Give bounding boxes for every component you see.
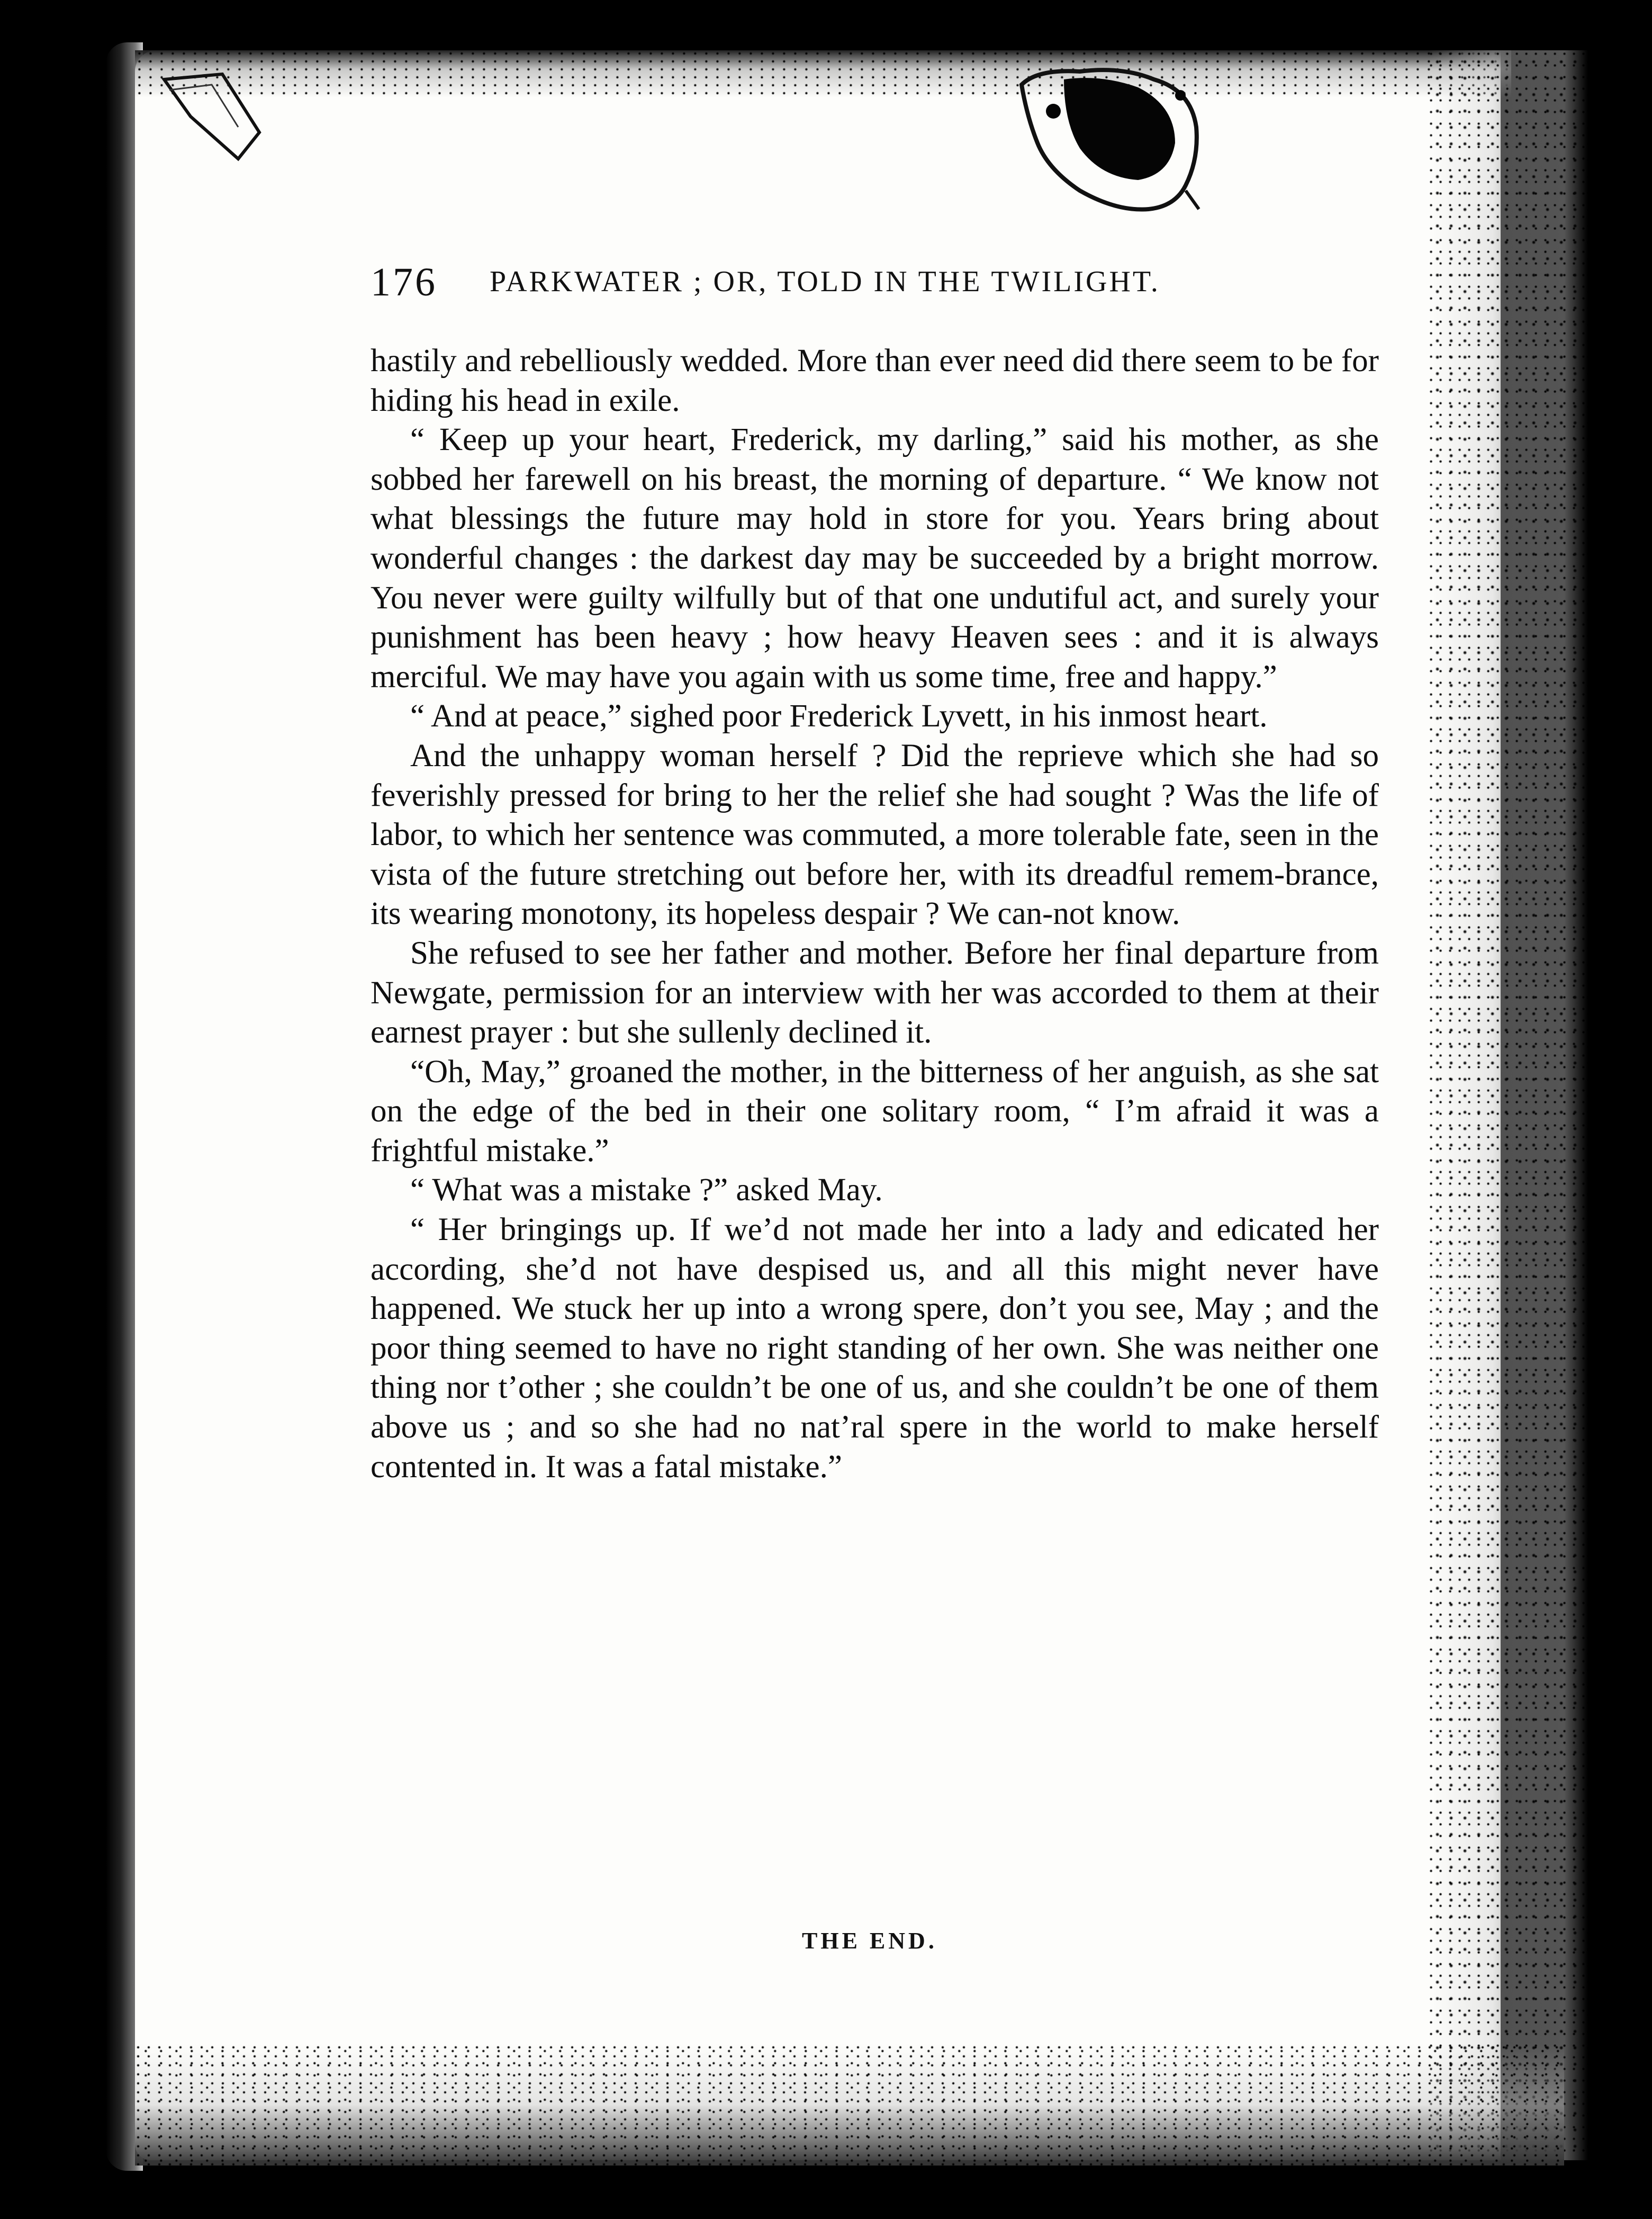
page-right-edge-noise — [1429, 50, 1588, 2160]
paragraph: “ Her bringings up. If we’d not made her into a lady and edicated her according, she’d not have despised us, and all this might never have happened. We stuck her up into a wrong spere, don’t you see, May ; and the poor thing seemed to have no right standing of her own. She was neither one thing nor t’other ; she couldn’t be one of us, and she couldn’t be one of them above us ; and so she had no nat’ral spere in the world to make herself contented in. It was a fatal mistake.” — [371, 1212, 1379, 1485]
torn-corner-mark — [159, 69, 265, 164]
paragraph: “ Keep up your heart, Frederick, my darling,” said his mother, as she sobbed her farewell on his breast, the morning of departure. “ We know not what blessings the future may hold in store for you. Years bring about wonderful changes : the darkest day may be succeeded by a bright morrow. You never were guilty wilfully but of that one undutiful act, and surely your punishment has been heavy ; how heavy Heaven sees : and it is always merciful. We may have you again with us some time, free and happy.” — [371, 422, 1379, 695]
running-title: PARKWATER ; OR, TOLD IN THE TWILIGHT. — [490, 265, 1160, 298]
page-header — [371, 259, 1376, 318]
body-text — [371, 342, 1379, 1487]
page-top-edge-noise — [135, 50, 1511, 98]
paragraph: hastily and rebelliously wedded. More than ever need did there seem to be for hiding his head in exile. — [371, 343, 1379, 418]
page-number: 176 — [371, 260, 437, 304]
end-mark: THE END. — [802, 1928, 937, 1954]
paragraph: She refused to see her father and mother. Before her final departure from Newgate, permission for an interview with her was accorded to them at their earnest prayer : but she sullenly declined it. — [371, 935, 1379, 1050]
paragraph: “ What was a mistake ?” asked May. — [410, 1172, 883, 1208]
paragraph: “ And at peace,” sighed poor Frederick Lyvett, in his inmost heart. — [410, 698, 1268, 734]
ink-stain-blot — [1016, 64, 1207, 217]
page-bottom-edge-noise — [135, 2044, 1564, 2166]
paragraph: And the unhappy woman herself ? Did the reprieve which she had so feverishly pressed for bring to her the relief she had sought ? Was the life of labor, to which her sentence was commuted, a more tolerable fate, seen in the vista of the future stretching out before her, with its dreadful remem-brance, its wearing monotony, its hopeless despair ? We can-not know. — [371, 738, 1379, 932]
paragraph: “Oh, May,” groaned the mother, in the bitterness of her anguish, as she sat on the edge of the bed in their one solitary room, “ I’m afraid it was a frightful mistake.” — [371, 1054, 1379, 1169]
